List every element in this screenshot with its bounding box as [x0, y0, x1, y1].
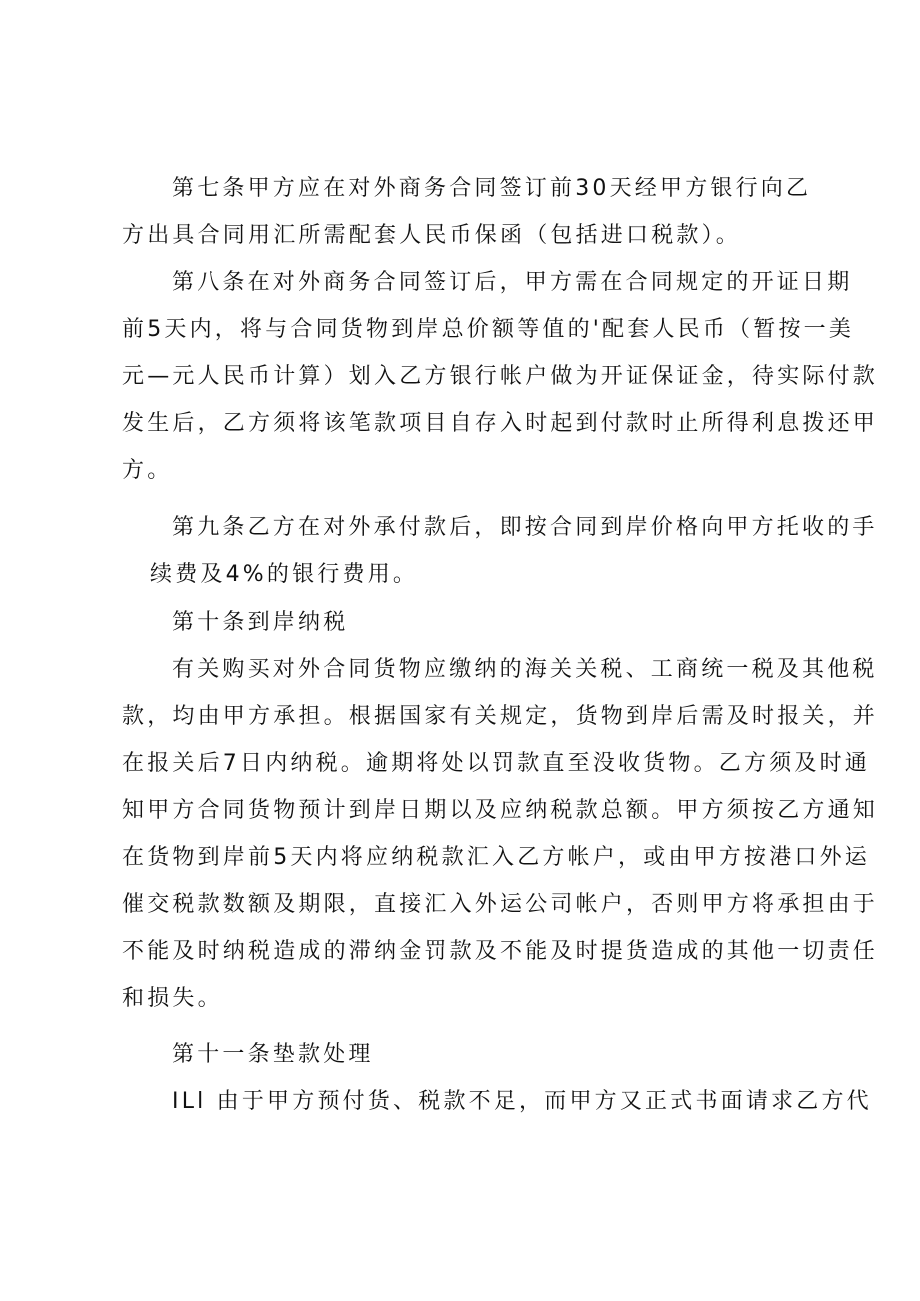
text-line: 续费及4%的银行费用。: [150, 562, 419, 587]
text-line: 在货物到岸前5天内将应纳税款汇入乙方帐户，或由甲方按港口外运: [122, 845, 870, 870]
text-line: 第十条到岸纳税: [172, 610, 349, 635]
text-line: 有关购买对外合同货物应缴纳的海关关税、工商统一税及其他税: [172, 657, 878, 682]
text-line: 知甲方合同货物预计到岸日期以及应纳税款总额。甲方须按乙方通知: [122, 798, 879, 823]
text-line: 款，均由甲方承担。根据国家有关规定，货物到岸后需及时报关，并: [122, 704, 879, 729]
text-line: 方出具合同用汇所需配套人民币保函（包括进口税款）。: [122, 223, 742, 248]
text-line: ILl 由于甲方预付货、税款不足，而甲方又正式书面请求乙方代: [172, 1089, 872, 1114]
text-line: 发生后，乙方须将该笔款项目自存入时起到付款时止所得利息拨还甲: [122, 411, 879, 436]
text-line: 方。: [122, 458, 173, 483]
text-line: 第七条甲方应在对外商务合同签订前30天经甲方银行向乙: [172, 176, 812, 201]
text-line: 催交税款数额及期限，直接汇入外运公司帐户，否则甲方将承担由于: [122, 892, 879, 917]
text-line: 第十一条垫款处理: [172, 1042, 374, 1067]
text-line: 在报关后7日内纳税。逾期将处以罚款直至没收货物。乙方须及时通: [122, 751, 870, 776]
text-line: 第九条乙方在对外承付款后，即按合同到岸价格向甲方托收的手: [172, 515, 878, 540]
text-line: 第八条在对外商务合同签订后，甲方需在合同规定的开证日期: [172, 270, 853, 295]
text-line: 前5天内，将与合同货物到岸总价额等值的'配套人民币（暂按一美: [122, 317, 855, 342]
text-line: 元—元人民币计算）划入乙方银行帐户做为开证保证金，待实际付款: [122, 364, 879, 389]
text-line: 不能及时纳税造成的滞纳金罚款及不能及时提货造成的其他一切责任: [122, 939, 879, 964]
text-line: 和损失。: [122, 986, 223, 1011]
